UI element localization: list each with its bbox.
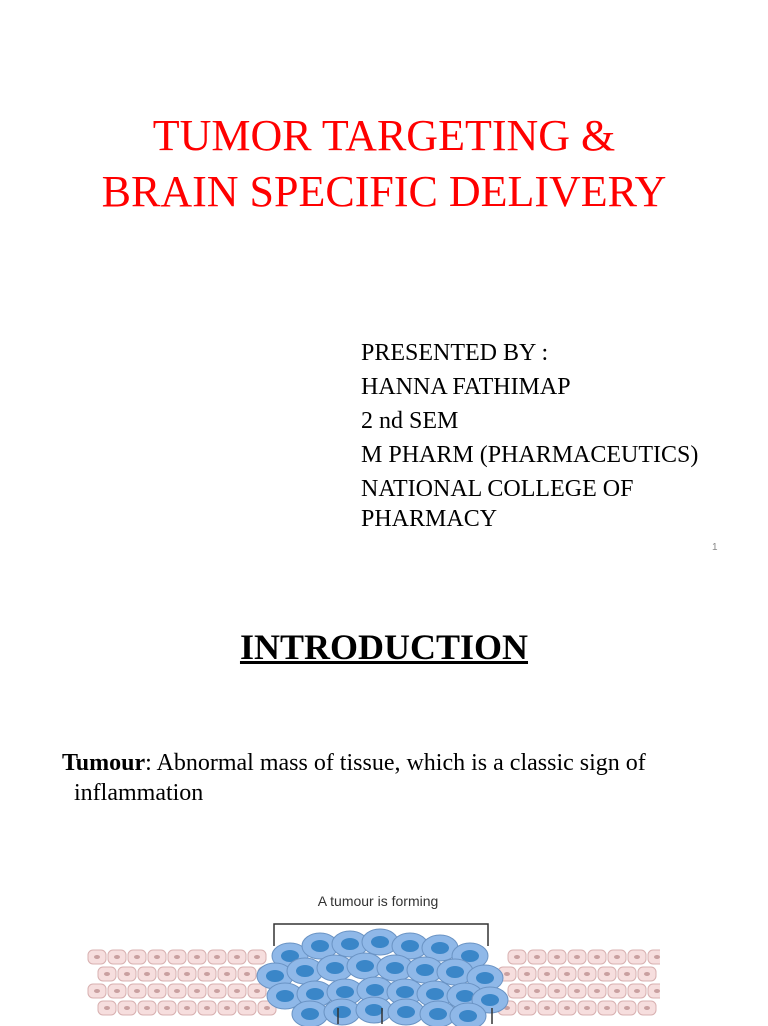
presenter-block bbox=[361, 336, 698, 536]
tissue-nucleus bbox=[164, 972, 170, 976]
tissue-nucleus bbox=[174, 989, 180, 993]
tissue-nucleus bbox=[194, 989, 200, 993]
tissue-nucleus bbox=[514, 955, 520, 959]
tissue-nucleus bbox=[114, 955, 120, 959]
tissue-nucleus bbox=[194, 955, 200, 959]
tissue-nucleus bbox=[524, 972, 530, 976]
tissue-nucleus bbox=[134, 955, 140, 959]
slide-title-line-2: BRAIN SPECIFIC DELIVERY bbox=[101, 167, 667, 216]
tumour-nucleus bbox=[365, 1004, 383, 1016]
tissue-nucleus bbox=[244, 972, 250, 976]
tissue-nucleus bbox=[134, 989, 140, 993]
tissue-nucleus bbox=[204, 1006, 210, 1010]
tissue-nucleus bbox=[614, 955, 620, 959]
tissue-nucleus bbox=[614, 989, 620, 993]
tissue-nucleus bbox=[504, 972, 510, 976]
tissue-nucleus bbox=[144, 972, 150, 976]
tissue-nucleus bbox=[214, 989, 220, 993]
tissue-nucleus bbox=[124, 1006, 130, 1010]
presenter-line: PHARMACY bbox=[361, 506, 498, 532]
presenter-line: 2 nd SEM bbox=[361, 408, 459, 434]
tumour-nucleus bbox=[396, 986, 414, 998]
tissue-nucleus bbox=[204, 972, 210, 976]
tissue-nucleus bbox=[154, 989, 160, 993]
tissue-nucleus bbox=[624, 972, 630, 976]
tissue-nucleus bbox=[624, 1006, 630, 1010]
tissue-nucleus bbox=[534, 955, 540, 959]
tissue-nucleus bbox=[104, 1006, 110, 1010]
tumour-nucleus bbox=[266, 970, 284, 982]
tissue-nucleus bbox=[584, 1006, 590, 1010]
tumour-nucleus bbox=[371, 936, 389, 948]
tissue-nucleus bbox=[214, 955, 220, 959]
slide-title-line-1: TUMOR TARGETING & bbox=[152, 111, 616, 160]
tumour-nucleus bbox=[296, 965, 314, 977]
definition-text: : Abnormal mass of tissue, which is a classic sign of bbox=[145, 750, 646, 776]
tissue-nucleus bbox=[644, 972, 650, 976]
figure-caption: A tumour is forming bbox=[317, 893, 439, 909]
tissue-nucleus bbox=[94, 989, 100, 993]
page-number: 1 bbox=[712, 542, 718, 553]
tumour-nucleus bbox=[341, 938, 359, 950]
tissue-nucleus bbox=[234, 989, 240, 993]
tissue-nucleus bbox=[144, 1006, 150, 1010]
tumour-nucleus bbox=[476, 972, 494, 984]
tissue-nucleus bbox=[574, 955, 580, 959]
tissue-nucleus bbox=[544, 1006, 550, 1010]
tissue-nucleus bbox=[514, 989, 520, 993]
tumour-nucleus bbox=[401, 940, 419, 952]
tissue-nucleus bbox=[254, 955, 260, 959]
tissue-nucleus bbox=[654, 989, 660, 993]
presenter-line: HANNA FATHIMAP bbox=[361, 374, 571, 400]
section-heading: INTRODUCTION bbox=[239, 627, 529, 667]
tissue-nucleus bbox=[594, 989, 600, 993]
tumour-nucleus bbox=[426, 988, 444, 1000]
slide-2 bbox=[0, 576, 768, 1024]
tumour-nucleus bbox=[326, 962, 344, 974]
tissue-nucleus bbox=[594, 955, 600, 959]
tumour-nucleus bbox=[431, 942, 449, 954]
definition-paragraph bbox=[62, 748, 722, 808]
tissue-nucleus bbox=[124, 972, 130, 976]
tissue-nucleus bbox=[554, 989, 560, 993]
presenter-line: NATIONAL COLLEGE OF bbox=[361, 476, 634, 502]
tissue-nucleus bbox=[164, 1006, 170, 1010]
definition-text-continued: inflammation bbox=[74, 780, 204, 806]
presenter-line: M PHARM (PHARMACEUTICS) bbox=[361, 442, 699, 468]
tissue-nucleus bbox=[254, 989, 260, 993]
tissue-nucleus bbox=[184, 972, 190, 976]
tissue-nucleus bbox=[564, 972, 570, 976]
tumour-nucleus bbox=[366, 984, 384, 996]
tissue-nucleus bbox=[524, 1006, 530, 1010]
tumour-nucleus bbox=[356, 960, 374, 972]
tumour-nucleus bbox=[306, 988, 324, 1000]
tissue-nucleus bbox=[234, 955, 240, 959]
tissue-nucleus bbox=[644, 1006, 650, 1010]
tumour-nucleus bbox=[429, 1008, 447, 1020]
tissue-nucleus bbox=[634, 989, 640, 993]
tissue-nucleus bbox=[104, 972, 110, 976]
tissue-nucleus bbox=[184, 1006, 190, 1010]
tissue-nucleus bbox=[654, 955, 660, 959]
tumour-nucleus bbox=[311, 940, 329, 952]
tissue-nucleus bbox=[604, 1006, 610, 1010]
tumour-illustration bbox=[80, 876, 660, 1026]
tissue-nucleus bbox=[634, 955, 640, 959]
tumour-nucleus bbox=[397, 1006, 415, 1018]
tumour-nucleus bbox=[386, 962, 404, 974]
tissue-nucleus bbox=[534, 989, 540, 993]
tissue-nucleus bbox=[574, 989, 580, 993]
tissue-nucleus bbox=[564, 1006, 570, 1010]
tumour-nucleus bbox=[459, 1010, 477, 1022]
tissue-nucleus bbox=[544, 972, 550, 976]
tissue-nucleus bbox=[224, 972, 230, 976]
tissue-nucleus bbox=[264, 1006, 270, 1010]
tissue-nucleus bbox=[604, 972, 610, 976]
tumour-nucleus bbox=[301, 1008, 319, 1020]
presenter-line: PRESENTED BY : bbox=[361, 340, 549, 366]
tissue-nucleus bbox=[244, 1006, 250, 1010]
tumour-nucleus bbox=[416, 964, 434, 976]
definition-term: Tumour bbox=[62, 750, 146, 776]
tumour-nucleus bbox=[336, 986, 354, 998]
tumour-nucleus bbox=[456, 990, 474, 1002]
tumour-nucleus bbox=[446, 966, 464, 978]
tissue-nucleus bbox=[114, 989, 120, 993]
tumour-nucleus bbox=[481, 994, 499, 1006]
tissue-nucleus bbox=[174, 955, 180, 959]
tumour-nucleus bbox=[276, 990, 294, 1002]
tissue-nucleus bbox=[584, 972, 590, 976]
tumour-nucleus bbox=[333, 1006, 351, 1018]
tissue-nucleus bbox=[154, 955, 160, 959]
tissue-nucleus bbox=[554, 955, 560, 959]
tissue-nucleus bbox=[224, 1006, 230, 1010]
tissue-nucleus bbox=[94, 955, 100, 959]
